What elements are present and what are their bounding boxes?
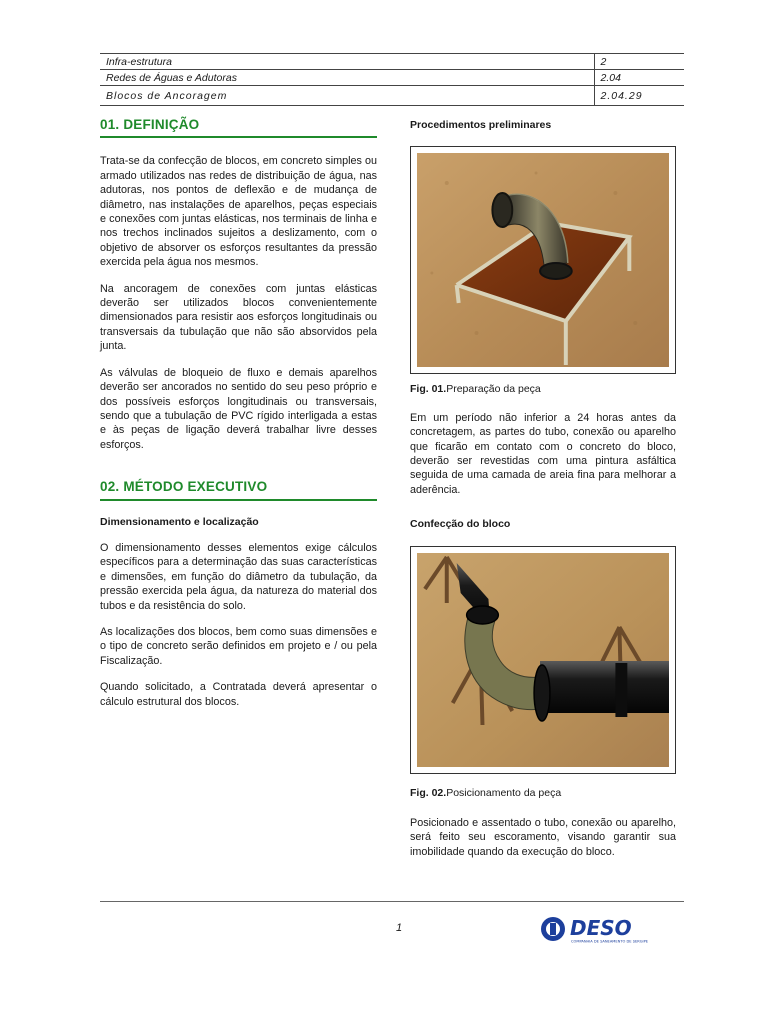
figure-01-caption-text: Preparação da peça bbox=[446, 383, 541, 396]
figure-01-label: Fig. 01. bbox=[410, 383, 447, 396]
document-header-table bbox=[100, 53, 684, 106]
section-title-definicao: 01. DEFINIÇÃO bbox=[100, 118, 377, 138]
figure-01-frame bbox=[410, 146, 676, 374]
confeccao-paragraph: Posicionado e assentado o tubo, conexão ou aparelho, será feito seu escoramento, visando garantir sua imobilidade quando da execução do bloco. bbox=[410, 817, 676, 858]
definicao-paragraph-1: Trata-se da confecção de blocos, em concreto simples ou armado utilizados nas redes de distribuição de água, nas adutoras, nos pontos de deflexão e de mudança de diâmetro, nas instalações de aparelhos, peças especiais e conexões com juntas elásticas, nos terminais de linha e nos trechos inclinados sujeitos a deslizamento, com o objetivo de absorver os esforços resultantes da pressão exercida pela água nos mesmos. bbox=[100, 155, 377, 269]
logo-wordmark: DESO bbox=[570, 916, 632, 940]
page-number: 1 bbox=[396, 922, 403, 934]
header-code: 2 bbox=[594, 54, 684, 70]
header-topic: Blocos de Ancoragem bbox=[100, 86, 594, 106]
footer-divider bbox=[100, 901, 684, 902]
figure-02-frame bbox=[410, 546, 676, 774]
subheading-procedimentos: Procedimentos preliminares bbox=[410, 119, 552, 131]
figure-02-caption-text: Posicionamento da peça bbox=[446, 786, 562, 799]
figure-02-label: Fig. 02. bbox=[410, 786, 447, 799]
deso-logo bbox=[540, 914, 680, 944]
right-column bbox=[410, 118, 676, 859]
subheading-confeccao: Confecção do bloco bbox=[410, 518, 511, 531]
header-subcategory: Redes de Águas e Adutoras bbox=[100, 70, 594, 86]
definicao-paragraph-2: Na ancoragem de conexões com juntas elásticas deverão ser utilizados blocos convenientemente dimensionados para resistir aos esforços longitudinais ou transversais da tubulação que não são absorvidos pela junta. bbox=[100, 282, 377, 353]
metodo-paragraph-2: As localizações dos blocos, bem como suas dimensões e o tipo de concreto serão definidos em projeto e / ou pela Fiscalização. bbox=[100, 625, 377, 667]
header-row bbox=[100, 86, 684, 106]
section-title-metodo: 02. MÉTODO EXECUTIVO bbox=[100, 480, 377, 500]
metodo-paragraph-1: O dimensionamento desses elementos exige cálculos específicos para a determinação das suas características e dimensões, em função do diâmetro da tubulação, da pressão exercida pela água, da natureza do material dos tubos e da resistência do solo. bbox=[100, 541, 377, 612]
procedimentos-paragraph: Em um período não inferior a 24 horas antes da concretagem, as partes do tubo, conexão ou aparelho que ficarão em contato com o concreto do bloco, deverão ser revestidas com uma pintura asfáltica seguida de uma camada de areia fina para melhorar a aderência. bbox=[410, 411, 676, 496]
metodo-paragraph-3: Quando solicitado, a Contratada deverá apresentar o cálculo estrutural dos blocos. bbox=[100, 681, 377, 708]
figure-02-image bbox=[417, 553, 669, 767]
figure-01-caption bbox=[410, 382, 676, 396]
logo-subtext: COMPANHIA DE SANEAMENTO DE SERGIPE bbox=[571, 939, 649, 944]
header-category: Infra-estrutura bbox=[100, 54, 594, 70]
definicao-paragraph-3: As válvulas de bloqueio de fluxo e demais aparelhos deverão ser ancorados no sentido do seu peso próprio e dos possíveis esforços longitudinais ou transversais, sendo que a tubulação de PVC rígido interligada a estas e às peças de ligação deverá trabalhar livre desses esforços. bbox=[100, 366, 377, 451]
header-row bbox=[100, 70, 684, 86]
header-row bbox=[100, 54, 684, 70]
header-subcode: 2.04 bbox=[594, 70, 684, 86]
left-column bbox=[100, 118, 377, 709]
header-topic-code: 2.04.29 bbox=[594, 86, 684, 106]
figure-01-image bbox=[417, 153, 669, 367]
figure-02-caption bbox=[410, 786, 676, 800]
subheading-dimensionamento: Dimensionamento e localização bbox=[100, 515, 259, 528]
